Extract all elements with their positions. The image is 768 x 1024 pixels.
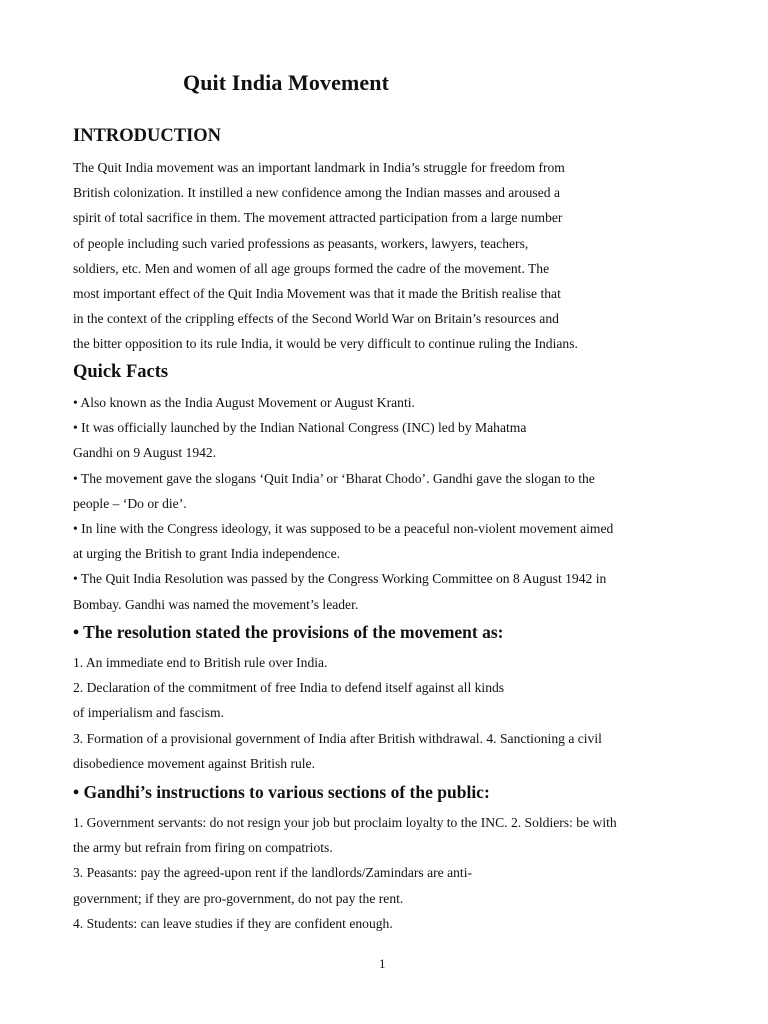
list-item: • The movement gave the slogans ‘Quit India’ or ‘Bharat Chodo’. Gandhi gave the slogan to the [73,470,595,486]
list-item: government; if they are pro-government, do not pay the rent. [73,890,404,906]
list-item: of imperialism and fascism. [73,705,225,721]
paragraph-line: British colonization. It instilled a new confidence among the Indian masses and aroused a [73,185,560,201]
paragraph-line: the bitter opposition to its rule India, it would be very difficult to continue ruling the Indians. [73,336,578,352]
list-item: • Also known as the India August Movement or August Kranti. [73,395,415,410]
paragraph-line: spirit of total sacrifice in them. The movement attracted participation from a large number [73,210,563,226]
page-number: 1 [379,956,386,971]
paragraph-line: The Quit India movement was an important landmark in India’s struggle for freedom from [73,160,565,175]
paragraph-line: soldiers, etc. Men and women of all age groups formed the cadre of the movement. The [73,260,550,276]
instructions-heading: • Gandhi’s instructions to various sections of the public: [73,782,490,802]
paragraph-line: in the context of the crippling effects of the Second World War on Britain’s resources and [73,311,559,327]
list-item: • In line with the Congress ideology, it was supposed to be a peaceful non-violent movement aimed [73,520,614,536]
resolution-heading: • The resolution stated the provisions of the movement as: [73,622,504,642]
paragraph-line: of people including such varied professions as peasants, workers, lawyers, teachers, [73,235,529,251]
list-item: 2. Declaration of the commitment of free India to defend itself against all kinds [73,680,505,696]
document-title: Quit India Movement [183,70,390,95]
quick-facts-heading: Quick Facts [73,362,169,382]
list-item: at urging the British to grant India independence. [73,546,341,562]
list-item: Bombay. Gandhi was named the movement’s leader. [73,596,359,612]
list-item: • It was officially launched by the Indian National Congress (INC) led by Mahatma [73,420,527,436]
list-item: 3. Peasants: pay the agreed-upon rent if the landlords/Zamindars are anti- [73,865,472,881]
introduction-heading: INTRODUCTION [73,126,222,146]
list-item: the army but refrain from firing on compatriots. [73,840,333,856]
list-item: 3. Formation of a provisional government of India after British withdrawal. 4. Sanctioning a civil [73,730,602,746]
resolution-list [73,650,602,776]
list-item: disobedience movement against British rule. [73,755,315,771]
introduction-paragraph [73,155,578,357]
list-item: people – ‘Do or die’. [73,495,187,511]
list-item: 4. Students: can leave studies if they are confident enough. [73,915,393,931]
list-item: • The Quit India Resolution was passed by the Congress Working Committee on 8 August 1942 in [73,571,607,587]
list-item: 1. An immediate end to British rule over India. [73,655,328,670]
list-item: 1. Government servants: do not resign your job but proclaim loyalty to the INC. 2. Soldiers: be with [73,815,617,830]
paragraph-line: most important effect of the Quit India Movement was that it made the British realise that [73,285,561,301]
quick-facts-list [73,390,613,617]
list-item: Gandhi on 9 August 1942. [73,445,217,461]
instructions-list [73,810,617,936]
